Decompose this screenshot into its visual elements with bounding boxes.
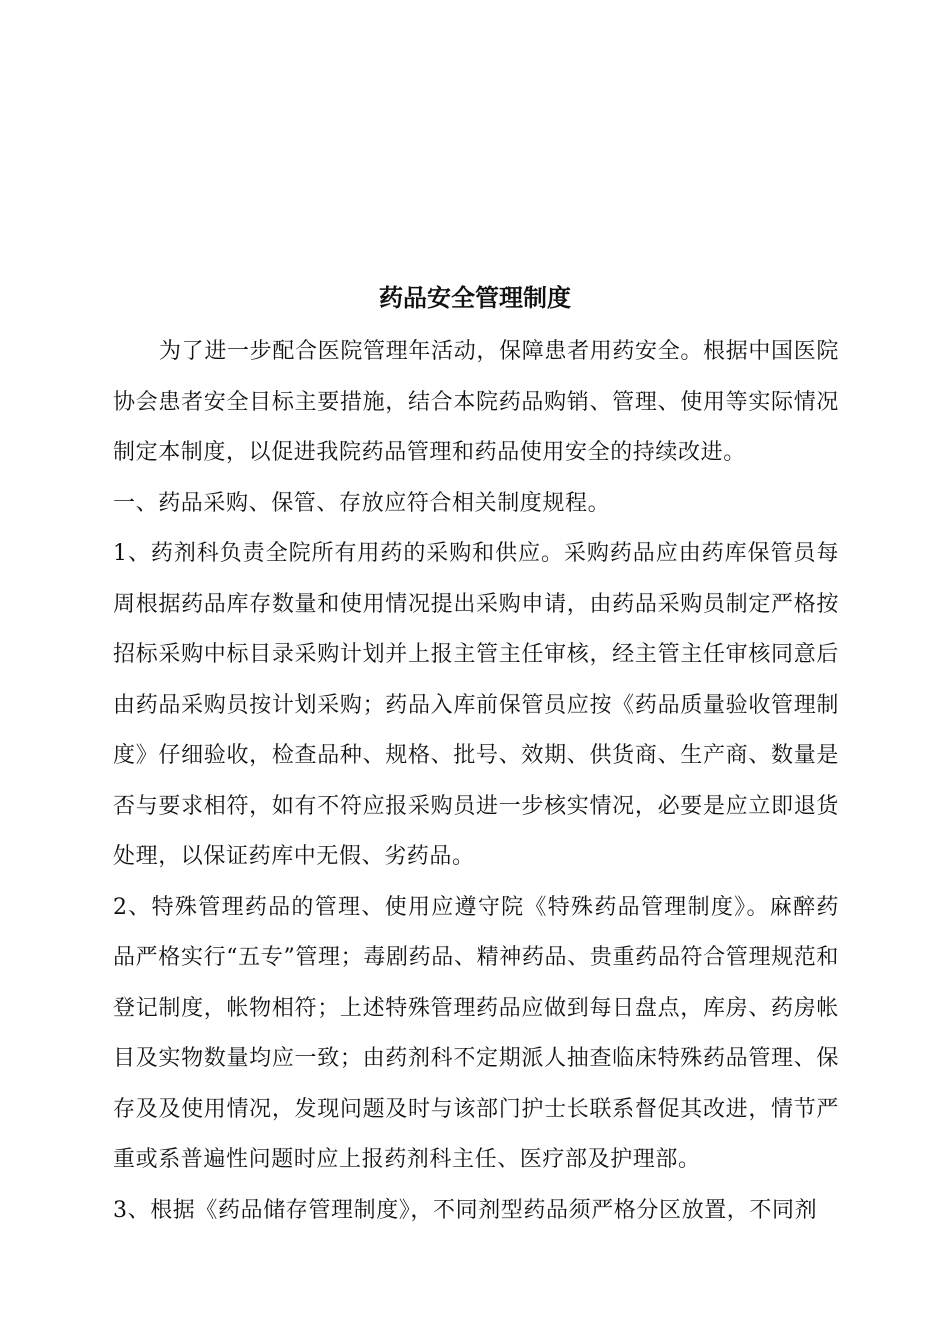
- clause-3-paragraph: 3、根据《药品储存管理制度》，不同剂型药品须严格分区放置，不同剂: [113, 1197, 818, 1223]
- clause-1-paragraph: 1、药剂科负责全院所有用药的采购和供应。采购药品应由药库保管员每周根据药品库存数量和使用情况提出采购申请，由药品采购员制定严格按招标采购中标目录采购计划并上报主管主任审核，经主管主任审核同意后由药品采购员按计划采购；药品入库前保管员应按《药品质量验收管理制度》仔细验收，检查品种、规格、批号、效期、供货商、生产商、数量是否与要求相符，如有不符应报采购员进一步核实情况，必要是应立即退货处理，以保证药库中无假、劣药品。: [113, 541, 839, 869]
- section-heading-1: 一、药品采购、保管、存放应符合相关制度规程。: [113, 490, 611, 516]
- clause-2-paragraph: 2、特殊管理药品的管理、使用应遵守院《特殊药品管理制度》。麻醉药品严格实行“五专”管理；毒剧药品、精神药品、贵重药品符合管理规范和登记制度，帐物相符；上述特殊管理药品应做到每日盘点，库房、药房帐目及实物数量均应一致；由药剂科不定期派人抽查临床特殊药品管理、保存及及使用情况，发现问题及时与该部门护士长联系督促其改进，情节严重或系普遍性问题时应上报药剂科主任、医疗部及护理部。: [113, 894, 839, 1172]
- document-body: [113, 327, 839, 1236]
- intro-paragraph: 为了进一步配合医院管理年活动，保障患者用药安全。根据中国医院协会患者安全目标主要措施，结合本院药品购销、管理、使用等实际情况制定本制度，以促进我院药品管理和药品使用安全的持续改进。: [113, 339, 839, 465]
- document-title: 药品安全管理制度: [379, 284, 571, 312]
